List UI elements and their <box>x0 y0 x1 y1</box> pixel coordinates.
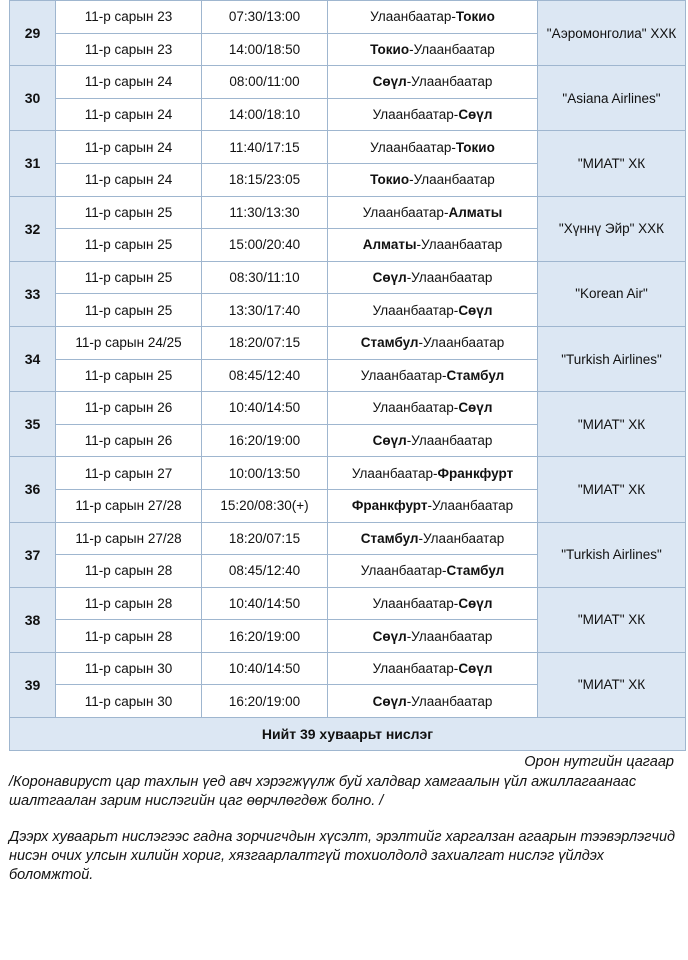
route-city-highlight: Токио <box>370 172 410 188</box>
flight-route <box>328 66 538 99</box>
flight-number: 38 <box>10 587 56 652</box>
route-city: -Улаанбаатар <box>406 433 493 449</box>
flight-time: 10:00/13:50 <box>202 457 328 490</box>
flight-leg-row <box>10 1 686 34</box>
local-time-note: Орон нутгийн цагаар <box>524 754 674 770</box>
flight-date: 11-р сарын 24 <box>56 163 202 196</box>
route-city-highlight: Франкфурт <box>437 465 514 481</box>
flight-date: 11-р сарын 24 <box>56 131 202 164</box>
flight-number: 35 <box>10 392 56 457</box>
flight-time: 08:45/12:40 <box>202 359 328 392</box>
route-city-highlight: Сөүл <box>372 270 407 286</box>
total-row <box>10 718 686 751</box>
flight-route <box>328 98 538 131</box>
flight-time: 11:30/13:30 <box>202 196 328 229</box>
route-city-highlight: Стамбул <box>446 367 505 383</box>
route-city-highlight: Токио <box>370 41 410 57</box>
route-city: -Улаанбаатар <box>409 172 495 188</box>
flight-time: 07:30/13:00 <box>202 1 328 34</box>
flight-date: 11-р сарын 25 <box>56 196 202 229</box>
route-city-highlight: Стамбул <box>446 563 505 579</box>
flight-schedule-table <box>9 0 686 751</box>
airline-name: "Turkish Airlines" <box>538 522 686 587</box>
flight-route <box>328 229 538 262</box>
flight-date: 11-р сарын 30 <box>56 685 202 718</box>
flight-date: 11-р сарын 23 <box>56 1 202 34</box>
flight-leg-row <box>10 196 686 229</box>
flight-date: 11-р сарын 24/25 <box>56 326 202 359</box>
airline-name: "Korean Air" <box>538 261 686 326</box>
flight-leg-row <box>10 587 686 620</box>
flight-time: 16:20/19:00 <box>202 424 328 457</box>
flight-time: 18:20/07:15 <box>202 522 328 555</box>
flight-route <box>328 424 538 457</box>
flight-time: 10:40/14:50 <box>202 392 328 425</box>
route-city: Улаанбаатар- <box>370 139 456 155</box>
flight-number: 31 <box>10 131 56 196</box>
flight-time: 08:30/11:10 <box>202 261 328 294</box>
flight-date: 11-р сарын 26 <box>56 392 202 425</box>
flight-number: 29 <box>10 1 56 66</box>
airline-name: "МИАТ" ХК <box>538 131 686 196</box>
flight-route <box>328 652 538 685</box>
route-city: Улаанбаатар- <box>372 302 459 318</box>
route-city: Улаанбаатар- <box>372 595 459 611</box>
airline-name: "Хүннү Эйр" ХХК <box>538 196 686 261</box>
flight-date: 11-р сарын 28 <box>56 555 202 588</box>
route-city: -Улаанбаатар <box>406 628 493 644</box>
flight-time: 18:15/23:05 <box>202 163 328 196</box>
flight-number: 30 <box>10 66 56 131</box>
route-city: -Улаанбаатар <box>406 270 493 286</box>
airline-name: "Turkish Airlines" <box>538 326 686 391</box>
route-city-highlight: Сөүл <box>372 628 407 644</box>
flight-date: 11-р сарын 28 <box>56 620 202 653</box>
flight-leg-row <box>10 131 686 164</box>
flight-time: 16:20/19:00 <box>202 685 328 718</box>
route-city: Улаанбаатар- <box>372 107 459 123</box>
route-city-highlight: Алматы <box>448 204 503 220</box>
flight-route <box>328 131 538 164</box>
flight-number: 39 <box>10 652 56 717</box>
flight-date: 11-р сарын 25 <box>56 261 202 294</box>
total-flights: Нийт 39 хуваарьт нислэг <box>10 718 686 751</box>
flight-time: 08:00/11:00 <box>202 66 328 99</box>
flight-time: 15:00/20:40 <box>202 229 328 262</box>
flight-route <box>328 555 538 588</box>
flight-number: 36 <box>10 457 56 522</box>
flight-route <box>328 1 538 34</box>
flight-date: 11-р сарын 25 <box>56 294 202 327</box>
flight-route <box>328 685 538 718</box>
flight-route <box>328 489 538 522</box>
flight-route <box>328 196 538 229</box>
airline-name: "МИАТ" ХК <box>538 392 686 457</box>
flight-route <box>328 163 538 196</box>
flight-number: 32 <box>10 196 56 261</box>
flight-number: 33 <box>10 261 56 326</box>
flight-leg-row <box>10 261 686 294</box>
route-city: Улаанбаатар- <box>362 204 449 220</box>
flight-date: 11-р сарын 25 <box>56 359 202 392</box>
flight-route <box>328 522 538 555</box>
route-city-highlight: Сөүл <box>458 400 493 416</box>
flight-date: 11-р сарын 24 <box>56 66 202 99</box>
route-city: Улаанбаатар- <box>360 367 447 383</box>
flight-date: 11-р сарын 30 <box>56 652 202 685</box>
airline-name: "Asiana Airlines" <box>538 66 686 131</box>
flight-date: 11-р сарын 27/28 <box>56 489 202 522</box>
flight-date: 11-р сарын 26 <box>56 424 202 457</box>
flight-date: 11-р сарын 25 <box>56 229 202 262</box>
route-city: -Улаанбаатар <box>406 693 493 709</box>
route-city: -Улаанбаатар <box>409 41 495 57</box>
flight-date: 11-р сарын 27/28 <box>56 522 202 555</box>
charter-note: Дээрх хуваарьт нислэгээс гадна зорчигчдын хүсэлт, эрэлтийг харгалзан агаарын тээвэрлэгчид нисэн очих улсын хилийн хориг, хязгаарлалтгүй тохиолдолд захиалгат нислэг үйлдэх боломжтой. <box>9 829 676 883</box>
route-city-highlight: Алматы <box>362 237 417 253</box>
route-city: Улаанбаатар- <box>372 661 459 677</box>
route-city: -Улаанбаатар <box>418 335 505 351</box>
airline-name: "МИАТ" ХК <box>538 652 686 717</box>
flight-route <box>328 587 538 620</box>
route-city-highlight: Стамбул <box>360 530 419 546</box>
airline-name: "Аэромонголиа" ХХК <box>538 1 686 66</box>
flight-route <box>328 261 538 294</box>
route-city: Улаанбаатар- <box>372 400 459 416</box>
flight-route <box>328 359 538 392</box>
flight-time: 15:20/08:30(+) <box>202 489 328 522</box>
flight-number: 34 <box>10 326 56 391</box>
flight-time: 10:40/14:50 <box>202 587 328 620</box>
route-city: -Улаанбаатар <box>427 498 514 514</box>
covid-note: /Коронавируст цар тахлын үед авч хэрэгжүүлж буй халдвар хамгаалын үйл ажиллагаанаас шалтгаалан зарим нислэгийн цаг өөрчлөгдөж болно. / <box>9 774 637 809</box>
route-city: Улаанбаатар- <box>370 9 456 25</box>
route-city-highlight: Сөүл <box>372 693 407 709</box>
route-city-highlight: Сөүл <box>458 302 493 318</box>
flight-time: 14:00/18:50 <box>202 33 328 66</box>
flight-route <box>328 294 538 327</box>
flight-date: 11-р сарын 28 <box>56 587 202 620</box>
flight-time: 14:00/18:10 <box>202 98 328 131</box>
route-city: -Улаанбаатар <box>416 237 503 253</box>
flight-leg-row <box>10 652 686 685</box>
flight-time: 13:30/17:40 <box>202 294 328 327</box>
flight-route <box>328 620 538 653</box>
flight-number: 37 <box>10 522 56 587</box>
route-city-highlight: Сөүл <box>458 107 493 123</box>
flight-leg-row <box>10 457 686 490</box>
airline-name: "МИАТ" ХК <box>538 587 686 652</box>
route-city-highlight: Сөүл <box>372 74 407 90</box>
flight-time: 16:20/19:00 <box>202 620 328 653</box>
flight-date: 11-р сарын 23 <box>56 33 202 66</box>
flight-leg-row <box>10 392 686 425</box>
flight-date: 11-р сарын 24 <box>56 98 202 131</box>
flight-leg-row <box>10 522 686 555</box>
route-city: Улаанбаатар- <box>360 563 447 579</box>
route-city: -Улаанбаатар <box>418 530 505 546</box>
flight-time: 10:40/14:50 <box>202 652 328 685</box>
flight-time: 08:45/12:40 <box>202 555 328 588</box>
flight-route <box>328 33 538 66</box>
flight-route <box>328 392 538 425</box>
airline-name: "МИАТ" ХК <box>538 457 686 522</box>
flight-date: 11-р сарын 27 <box>56 457 202 490</box>
flight-time: 11:40/17:15 <box>202 131 328 164</box>
flight-schedule-body <box>10 1 686 718</box>
route-city-highlight: Токио <box>455 9 495 25</box>
route-city-highlight: Стамбул <box>360 335 419 351</box>
flight-leg-row <box>10 66 686 99</box>
route-city-highlight: Сөүл <box>372 433 407 449</box>
route-city-highlight: Токио <box>455 139 495 155</box>
flight-route <box>328 326 538 359</box>
route-city: -Улаанбаатар <box>406 74 493 90</box>
flight-route <box>328 457 538 490</box>
route-city-highlight: Сөүл <box>458 661 493 677</box>
route-city-highlight: Франкфурт <box>351 498 428 514</box>
flight-leg-row <box>10 326 686 359</box>
route-city: Улаанбаатар- <box>351 465 438 481</box>
route-city-highlight: Сөүл <box>458 595 493 611</box>
flight-time: 18:20/07:15 <box>202 326 328 359</box>
